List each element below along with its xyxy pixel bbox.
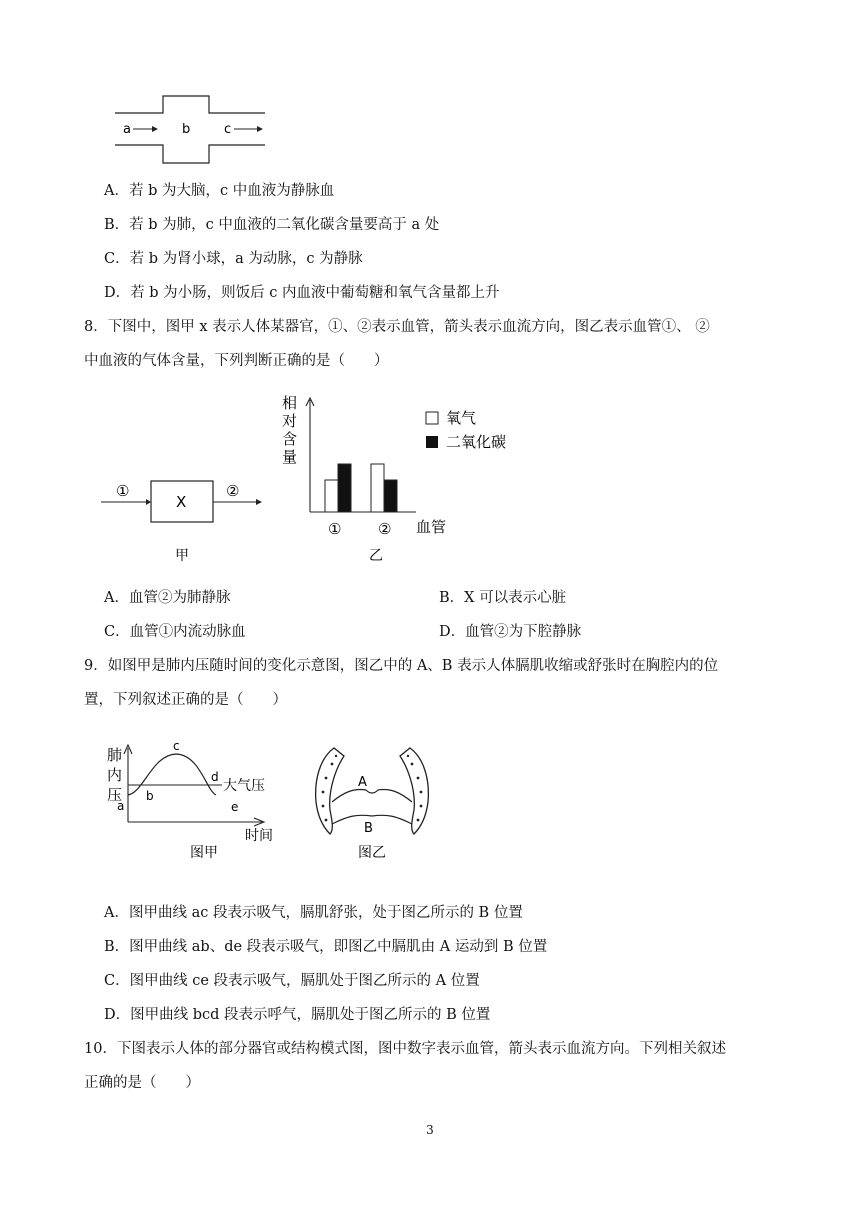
- q7-figure: [110, 94, 270, 166]
- ylabel-char-4: 量: [282, 448, 298, 466]
- circle-1-label: ①: [116, 482, 130, 500]
- q8-option-c: C．血管①内流动脉血: [104, 624, 246, 640]
- q8-option-b: B．X 可以表示心脏: [439, 590, 567, 606]
- ylabel-ya: 压: [107, 786, 123, 804]
- right-ribcage-icon: [400, 748, 428, 834]
- point-c: c: [173, 740, 180, 753]
- bar-co2-vessel-1: [338, 464, 351, 512]
- bar-co2-vessel-2: [384, 480, 397, 512]
- q8-stem-line2: 中血液的气体含量，下列判断正确的是（ ）: [84, 353, 389, 369]
- q8-option-a: A．血管②为肺静脉: [104, 590, 231, 606]
- q8-figure-jia: [96, 476, 276, 572]
- atm-label: 大气压: [223, 778, 265, 794]
- label-c: c: [224, 122, 232, 137]
- legend-co2-label: 二氧化碳: [446, 433, 507, 451]
- caption-yi: 乙: [369, 548, 383, 564]
- label-a-position: A: [358, 775, 367, 790]
- ylabel-char-3: 含: [282, 430, 298, 448]
- q8-option-d: D．血管②为下腔静脉: [439, 624, 582, 640]
- ylabel-char-1: 相: [282, 394, 298, 412]
- q9-option-c: C．图甲曲线 ce 段表示吸气，膈肌处于图乙所示的 A 位置: [104, 973, 480, 989]
- ylabel-nei: 内: [107, 766, 123, 784]
- q10-stem-line2: 正确的是（ ）: [84, 1075, 200, 1091]
- x-category-1: ①: [328, 520, 342, 538]
- bar-oxygen-vessel-2: [371, 464, 384, 512]
- ylabel-fei: 肺: [107, 746, 123, 764]
- q7-option-d: D．若 b 为小肠，则饭后 c 内血液中葡萄糖和氧气含量都上升: [104, 285, 500, 301]
- x-category-2: ②: [378, 520, 392, 538]
- circle-2-label: ②: [226, 482, 240, 500]
- q9-option-a: A．图甲曲线 ac 段表示吸气，膈肌舒张，处于图乙所示的 B 位置: [104, 905, 523, 921]
- q10-stem-line1: 10．下图表示人体的部分器官或结构模式图，图中数字表示血管，箭头表示血流方向。下列相关叙述: [84, 1041, 726, 1057]
- q9-option-b: B．图甲曲线 ab、de 段表示吸气，即图乙中膈肌由 A 运动到 B 位置: [104, 939, 548, 955]
- point-a: a: [117, 799, 125, 813]
- diaphragm-a-icon: [332, 790, 412, 803]
- page-number: 3: [426, 1123, 434, 1137]
- caption-tuyi: 图乙: [358, 845, 386, 861]
- q7-option-b: B．若 b 为肺，c 中血液的二氧化碳含量要高于 a 处: [104, 217, 440, 233]
- left-ribcage-icon: [316, 748, 344, 834]
- q8-chart-yi: [276, 390, 526, 570]
- box-x-label: X: [176, 493, 187, 511]
- caption-jia: 甲: [175, 548, 189, 564]
- caption-tujia: 图甲: [190, 845, 218, 861]
- legend-oxygen-swatch: [426, 412, 438, 424]
- ylabel-char-2: 对: [282, 412, 298, 430]
- bar-oxygen-vessel-1: [325, 480, 338, 512]
- x-axis-label: 血管: [416, 518, 447, 536]
- point-d: d: [211, 770, 219, 784]
- point-b: b: [146, 789, 154, 803]
- q9-stem-line2: 置，下列叙述正确的是（ ）: [84, 692, 287, 708]
- q9-figure-jia: [104, 740, 294, 865]
- q9-figure-yi: [296, 740, 448, 865]
- q9-option-d: D．图甲曲线 bcd 段表示呼气，膈肌处于图乙所示的 B 位置: [104, 1007, 491, 1023]
- x-axis-label-time: 时间: [245, 828, 273, 844]
- legend-oxygen-label: 氧气: [446, 409, 477, 427]
- q7-option-a: A．若 b 为大脑，c 中血液为静脉血: [104, 183, 335, 199]
- label-b: b: [182, 122, 191, 137]
- q7-option-c: C．若 b 为肾小球，a 为动脉，c 为静脉: [104, 251, 363, 267]
- point-e: e: [231, 800, 239, 814]
- q9-stem-line1: 9．如图甲是肺内压随时间的变化示意图，图乙中的 A、B 表示人体膈肌收缩或舒张时在胸腔内的位: [84, 658, 719, 674]
- label-b-position: B: [364, 821, 373, 836]
- label-a: a: [123, 122, 131, 137]
- legend-co2-swatch: [426, 436, 438, 448]
- q8-stem-line1: 8．下图中，图甲 x 表示人体某器官，①、②表示血管，箭头表示血流方向，图乙表示血管①、 ②: [84, 319, 710, 335]
